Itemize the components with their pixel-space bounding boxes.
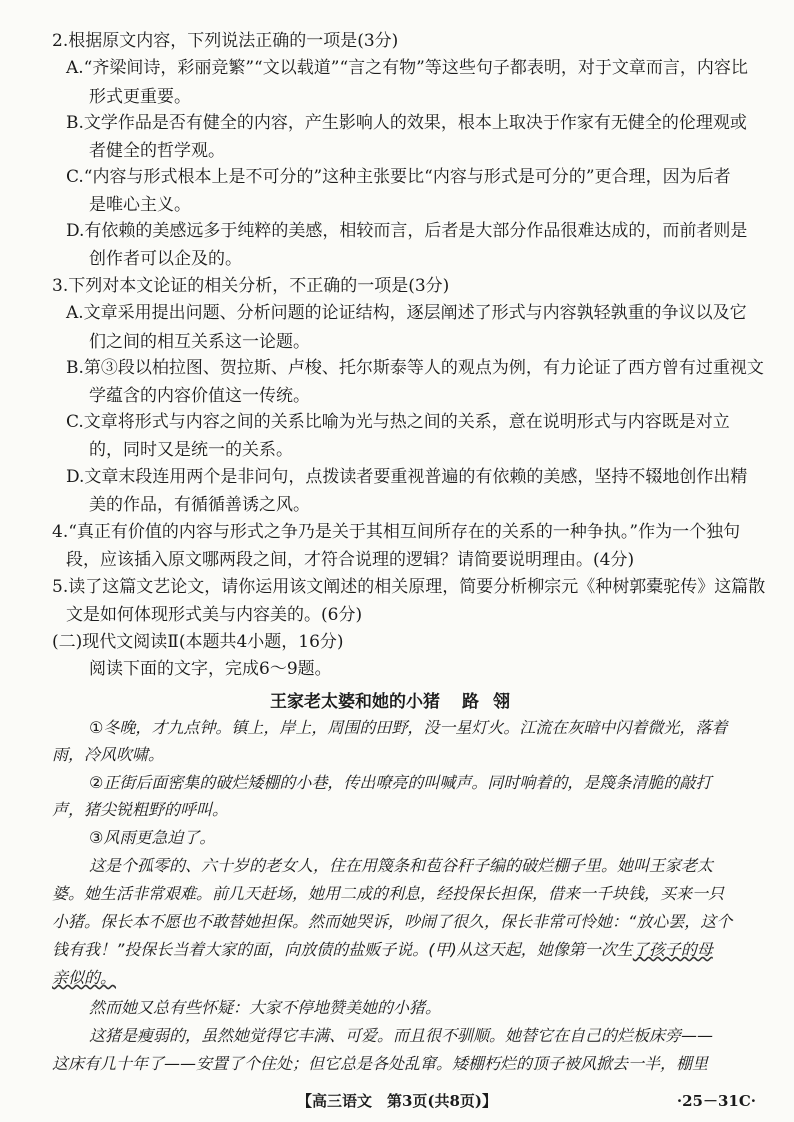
page-number-label: 【高三语文 第3页(共8页)】 [296, 1092, 498, 1110]
story-p4-line-4 [52, 938, 713, 962]
q2-option-a-cont: 形式更重要。 [89, 87, 191, 107]
story-p6-line-1: 这猪是瘦弱的，虽然她觉得它丰满、可爱。而且很不驯顺。她替它在自己的烂板床旁—— [89, 1026, 714, 1045]
story-p4-line-4-text: 钱有我！”投保长当着大家的面，向放债的盐贩子说。(甲)从这天起，她像第一次生 [52, 940, 633, 959]
q3-option-c-cont: 的，同时又是统一的关系。 [89, 440, 293, 460]
q3-option-c: C.文章将形式与内容之间的关系比喻为光与热之间的关系，意在说明形式与内容既是对立 [66, 412, 730, 432]
underlined-phrase-cont: 亲似的。 [52, 968, 117, 987]
q3-option-d-cont: 美的作品，有循循善诱之风。 [89, 495, 310, 515]
story-title [0, 687, 794, 712]
q2-option-c: C.“内容与形式根本上是不可分的”这种主张要比“内容与形式是可分的”更合理，因为后者 [66, 167, 731, 187]
q2-option-b-cont: 者健全的哲学观。 [89, 141, 225, 161]
question-5-line-2: 文是如何体现形式美与内容美的。(6分) [66, 605, 363, 625]
q2-option-b: B.文学作品是否有健全的内容，产生影响人的效果，根本上取决于作家有无健全的伦理观或 [66, 113, 747, 133]
story-title-text: 王家老太婆和她的小猪 [270, 692, 440, 712]
q2-option-d-cont: 创作者可以企及的。 [89, 249, 242, 269]
q3-option-a: A.文章采用提出问题、分析问题的论证结构，逐层阐述了形式与内容孰轻孰重的争议以及它 [66, 303, 747, 323]
story-p3: ③风雨更急迫了。 [89, 828, 216, 847]
story-p4-line-1: 这是个孤零的、六十岁的老女人，住在用篾条和苞谷秆子编的破烂棚子里。她叫王家老太 [89, 856, 714, 875]
story-p2-line-1: ②正街后面密集的破烂矮棚的小巷，传出嘹亮的叫喊声。同时响着的，是篾条清脆的敲打 [89, 773, 712, 792]
q2-option-a: A.“齐梁间诗，彩丽竞繁”“文以载道”“言之有物”等这些句子都表明，对于文章而言，内容比 [66, 58, 748, 78]
question-4-line-1: 4.“真正有价值的内容与形式之争乃是关于其相互间所存在的关系的一种争执。”作为一个独句 [52, 522, 741, 542]
exam-code: ·25－31C· [676, 1092, 756, 1110]
question-3-stem: 3.下列对本文论证的相关分析，不正确的一项是(3分) [52, 276, 450, 296]
story-author: 路翎 [462, 692, 524, 712]
question-4-line-2: 段，应该插入原文哪两段之间，才符合说理的逻辑？请简要说明理由。(4分) [66, 550, 635, 570]
story-p5: 然而她又总有些怀疑：大家不停地赞美她的小猪。 [89, 998, 442, 1017]
story-p2-line-2: 声，猪尖锐粗野的呼叫。 [52, 800, 229, 819]
q2-option-d: D.有依赖的美感远多于纯粹的美感，相较而言，后者是大部分作品很难达成的，而前者则是 [66, 221, 748, 241]
question-2-stem: 2.根据原文内容，下列说法正确的一项是(3分) [52, 31, 399, 51]
underlined-phrase: 了孩子的母 [632, 940, 713, 959]
section-heading: (二)现代文阅读Ⅱ(本题共4小题，16分) [52, 632, 344, 652]
story-p4-line-3: 小猪。保长本不愿也不敢替她担保。然而她哭诉，吵闹了很久，保长非常可怜她：“放心罢，这个 [52, 912, 733, 931]
story-p1-line-1: ①冬晚，才九点钟。镇上，岸上，周围的田野，没一星灯火。江流在灰暗中闪着微光，落着 [89, 718, 728, 737]
q3-option-b: B.第③段以柏拉图、贺拉斯、卢梭、托尔斯泰等人的观点为例，有力论证了西方曾有过重视文 [66, 358, 764, 378]
q3-option-a-cont: 们之间的相互关系这一论题。 [89, 332, 310, 352]
q2-option-c-cont: 是唯心主义。 [89, 195, 191, 215]
story-p4-line-5 [52, 966, 116, 990]
question-5-line-1: 5.读了这篇文艺论文，请你运用该文阐述的相关原理，简要分析柳宗元《种树郭橐驼传》这篇散 [52, 577, 766, 597]
q3-option-b-cont: 学蕴含的内容价值这一传统。 [89, 386, 310, 406]
reading-instruction: 阅读下面的文字，完成6～9题。 [89, 659, 332, 679]
story-p1-line-2: 雨，冷风吹啸。 [52, 745, 165, 764]
story-p6-line-2: 这床有几十年了——安置了个住处；但它总是各处乱窜。矮棚朽烂的顶子被风掀去一半，棚里 [52, 1054, 709, 1073]
story-p4-line-2: 婆。她生活非常艰难。前几天赶场，她用二成的利息，经投保长担保，借来一千块钱，买来一只 [52, 884, 725, 903]
q3-option-d: D.文章末段连用两个是非问句，点拨读者要重视普遍的有依赖的美感，坚持不辍地创作出精 [66, 467, 748, 487]
